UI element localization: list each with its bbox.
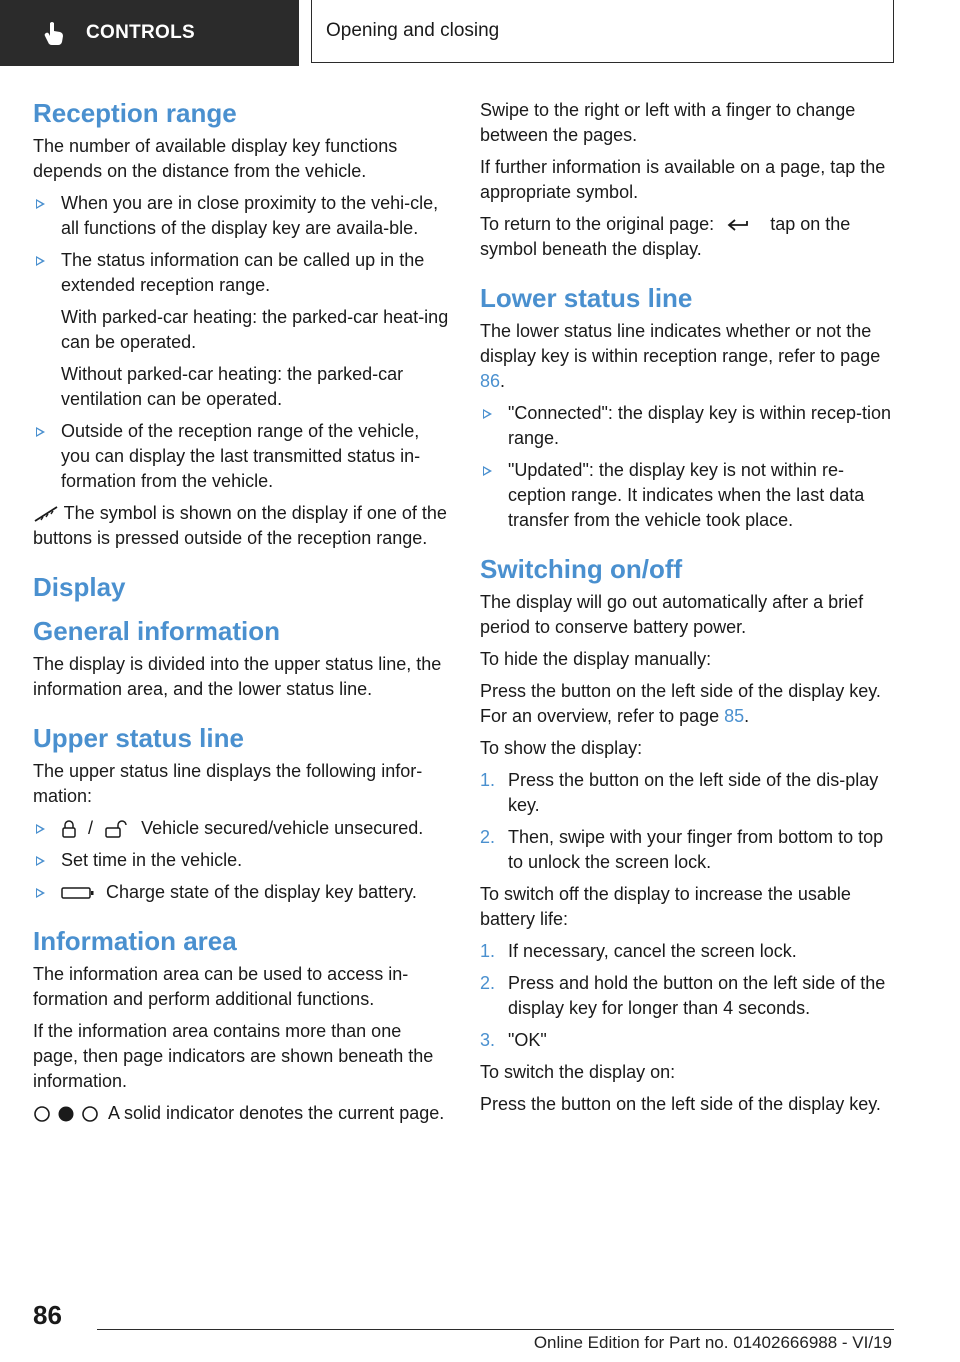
lower-status-text-a: The lower status line indicates whether or not the display key is within reception range, refer to page	[480, 321, 881, 366]
footer-divider	[97, 1329, 894, 1330]
list-item	[33, 191, 451, 241]
reception-range-heading: Reception range	[33, 98, 237, 128]
step-text: Then, swipe with your finger from bottom to top to unlock the screen lock.	[508, 827, 884, 872]
list-item	[33, 419, 451, 494]
list-item-text: Vehicle secured/vehicle unsecured.	[141, 818, 424, 838]
triangle-bullet-icon	[483, 409, 492, 419]
list-item	[480, 458, 892, 533]
triangle-bullet-icon	[36, 888, 45, 898]
icon-separator: /	[88, 818, 94, 838]
return-text-b: tap on the symbol beneath the display.	[480, 214, 851, 259]
lower-status-text-b: .	[500, 371, 506, 391]
list-item-text: When you are in close proximity to the vehi-cle, all functions of the display key are availa-ble.	[61, 193, 439, 238]
left-column	[33, 98, 451, 1133]
general-info-text: The display is divided into the upper status line, the information area, and the lower status line.	[33, 654, 442, 699]
list-item	[480, 1028, 892, 1053]
hand-pointer-icon	[42, 20, 68, 46]
upper-status-heading: Upper status line	[33, 723, 244, 753]
step-text: If necessary, cancel the screen lock.	[508, 941, 797, 961]
list-item-text: Outside of the reception range of the vehicle, you can display the last transmitted status in-formation from the vehicle.	[61, 421, 421, 491]
list-subtext: With parked-car heating: the parked-car heat-ing can be operated.	[61, 307, 449, 352]
step-number: 1.	[480, 941, 496, 961]
general-info-heading: General information	[33, 616, 281, 646]
list-item	[33, 848, 451, 873]
list-item-text: Charge state of the display key battery.	[106, 882, 417, 902]
edition-text: Online Edition for Part no. 01402666988 - VI/19	[533, 1333, 892, 1352]
indicator-note	[33, 1101, 451, 1126]
right-column	[480, 98, 892, 1124]
triangle-bullet-icon	[483, 466, 492, 476]
list-item	[480, 401, 892, 451]
triangle-bullet-icon	[36, 256, 45, 266]
indicator-note-text: A solid indicator denotes the current page.	[108, 1103, 445, 1123]
switching-text-6: To switch the display on:	[480, 1062, 676, 1082]
switching-text-5: To switch off the display to increase the usable battery life:	[480, 884, 851, 929]
page-number: 86	[33, 1300, 62, 1330]
info-area-text-2: If the information area contains more than one page, then page indicators are shown beneath the information.	[33, 1021, 434, 1091]
step-text: Press and hold the button on the left side of the display key for longer than 4 seconds.	[508, 973, 886, 1018]
triangle-bullet-icon	[36, 199, 45, 209]
battery-icon	[61, 885, 95, 901]
switching-text-3b: .	[744, 706, 750, 726]
lock-closed-icon	[61, 819, 77, 839]
list-item	[480, 971, 892, 1021]
upper-status-text: The upper status line displays the following infor-mation:	[33, 761, 423, 806]
reception-range-intro: The number of available display key functions depends on the distance from the vehicle.	[33, 136, 398, 181]
info-area-heading: Information area	[33, 926, 237, 956]
list-item	[33, 816, 451, 841]
off-steps-list	[480, 939, 892, 1053]
page-header	[0, 0, 960, 66]
step-number: 1.	[480, 770, 496, 790]
lower-status-list	[480, 401, 892, 533]
lock-open-icon	[104, 819, 130, 839]
section-tab-label: CONTROLS	[86, 22, 196, 43]
step-number: 3.	[480, 1030, 496, 1050]
step-text: Press the button on the left side of the dis-play key.	[508, 770, 879, 815]
list-item-text: "Connected": the display key is within recep-tion range.	[508, 403, 891, 448]
switching-text-1: The display will go out automatically after a brief period to conserve battery power.	[480, 592, 864, 637]
symbol-note	[33, 501, 451, 551]
list-item	[33, 248, 451, 412]
list-item	[480, 768, 892, 818]
triangle-bullet-icon	[36, 427, 45, 437]
return-text-a: To return to the original page:	[480, 214, 715, 234]
list-item-text: "Updated": the display key is not within re-ception range. It indicates when the last data transfer from the vehicle took place.	[508, 460, 865, 530]
step-text: "OK"	[508, 1030, 547, 1050]
reception-range-list	[33, 191, 451, 494]
switching-text-3a: Press the button on the left side of the display key. For an overview, refer to page	[480, 681, 881, 726]
display-heading: Display	[33, 572, 126, 602]
triangle-bullet-icon	[36, 856, 45, 866]
chapter-tab-label: Opening and closing	[326, 20, 500, 41]
step-number: 2.	[480, 973, 496, 993]
page-ref-link[interactable]: 86	[480, 371, 501, 391]
chapter-tab	[311, 0, 894, 63]
lower-status-text	[480, 319, 892, 394]
show-steps-list	[480, 768, 892, 875]
return-text	[480, 212, 892, 262]
step-number: 2.	[480, 827, 496, 847]
list-subtext: Without parked-car heating: the parked-car ventilation can be operated.	[61, 364, 404, 409]
list-item	[33, 880, 451, 905]
list-item	[480, 939, 892, 964]
switching-heading: Switching on/off	[480, 554, 683, 584]
section-tab	[0, 0, 299, 66]
triangle-bullet-icon	[36, 824, 45, 834]
swipe-text: Swipe to the right or left with a finger to change between the pages.	[480, 100, 856, 145]
signal-out-of-range-icon	[33, 505, 59, 523]
page-ref-link[interactable]: 85	[724, 706, 745, 726]
upper-status-list	[33, 816, 451, 905]
list-item-text: Set time in the vehicle.	[61, 850, 243, 870]
lower-status-heading: Lower status line	[480, 283, 693, 313]
switching-text-7: Press the button on the left side of the display key.	[480, 1094, 881, 1114]
info-area-text-1: The information area can be used to access in-formation and perform additional functions.	[33, 964, 409, 1009]
list-item	[480, 825, 892, 875]
page-indicator-icon	[33, 1105, 99, 1123]
symbol-note-text: The symbol is shown on the display if one of the buttons is pressed outside of the reception range.	[33, 503, 447, 548]
tap-text: If further information is available on a page, tap the appropriate symbol.	[480, 157, 886, 202]
back-arrow-icon	[725, 217, 759, 233]
switching-text-3	[480, 679, 892, 729]
list-item-text: The status information can be called up in the extended reception range.	[61, 250, 425, 295]
switching-text-4: To show the display:	[480, 738, 643, 758]
switching-text-2: To hide the display manually:	[480, 649, 712, 669]
